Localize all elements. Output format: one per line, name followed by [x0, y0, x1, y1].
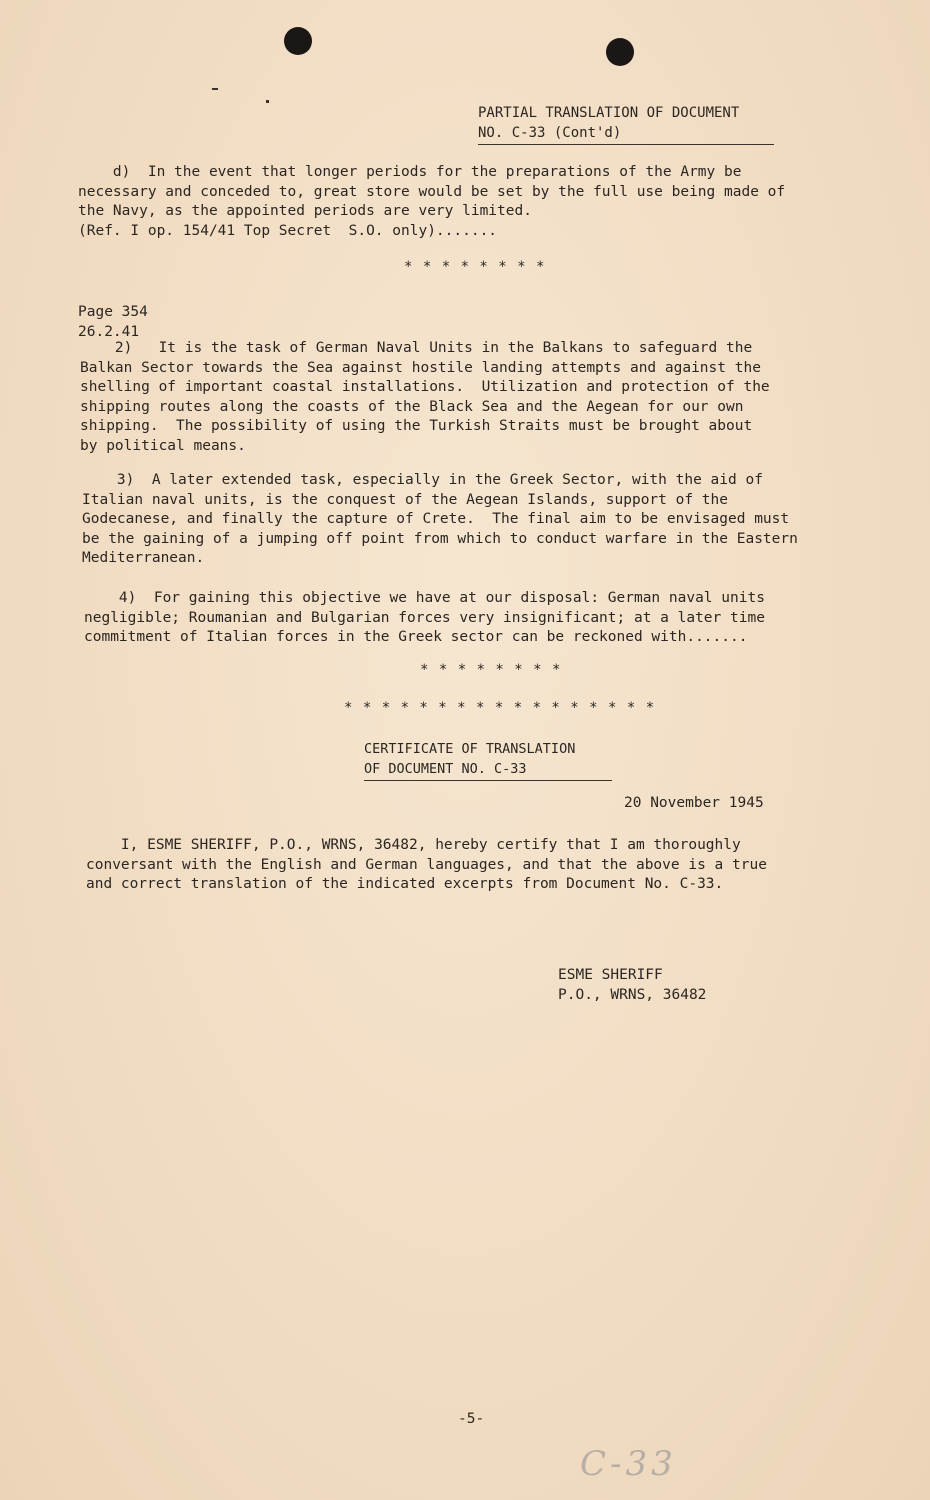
separator-stars: * * * * * * * * [420, 662, 562, 678]
page-number: -5- [458, 1411, 485, 1427]
certificate-date: 20 November 1945 [624, 795, 764, 811]
handwritten-reference: C-33 [580, 1444, 677, 1484]
text-line: Mediterranean. [82, 550, 205, 566]
text-line: conversant with the English and German languages, and that the above is a true [86, 856, 767, 873]
text-line: by political means. [80, 437, 246, 454]
text-line: shipping routes along the coasts of the Black Sea and the Aegean for our own [80, 398, 744, 415]
paragraph-2 [80, 339, 770, 456]
separator-stars: * * * * * * * * [404, 259, 546, 275]
certificate-title: CERTIFICATE OF TRANSLATION [364, 741, 576, 757]
signature-name: ESME SHERIFF [558, 967, 663, 983]
text-line: Italian naval units, is the conquest of the Aegean Islands, support of the [82, 491, 729, 508]
text-line: shelling of important coastal installations. Utilization and protection of the [80, 379, 770, 395]
text-line: Godecanese, and finally the capture of Crete. The final aim to be envisaged must [82, 511, 790, 527]
text-line: and correct translation of the indicated excerpts from Document No. C-33. [86, 876, 724, 892]
page-number-ref: Page 354 [78, 304, 148, 320]
text-line: the Navy, as the appointed periods are very limited. [78, 203, 532, 219]
ink-speck [212, 88, 218, 90]
header-title: PARTIAL TRANSLATION OF DOCUMENT [478, 105, 740, 121]
separator-stars-long: * * * * * * * * * * * * * * * * * [344, 700, 656, 716]
text-line: shipping. The possibility of using the Turkish Straits must be brought about [80, 418, 753, 434]
ink-speck [266, 100, 269, 103]
text-line: Balkan Sector towards the Sea against hostile landing attempts and against the [80, 359, 761, 376]
text-line: 2) It is the task of German Naval Units in the Balkans to safeguard the [80, 340, 753, 356]
text-line: 3) A later extended task, especially in the Greek Sector, with the aid of [82, 472, 763, 488]
paragraph-4 [84, 589, 765, 648]
page-reference [78, 303, 148, 342]
punch-hole-right [606, 38, 634, 66]
punch-hole-left [284, 27, 312, 55]
certificate-subtitle: OF DOCUMENT NO. C-33 [364, 760, 612, 781]
text-line: d) In the event that longer periods for the preparations of the Army be [78, 164, 742, 180]
header-document-number: NO. C-33 (Cont'd) [478, 124, 774, 145]
text-line: 4) For gaining this objective we have at our disposal: German naval units [84, 590, 765, 606]
text-line: be the gaining of a jumping off point from which to conduct warfare in the Eastern [82, 530, 798, 547]
text-line: negligible; Roumanian and Bulgarian forces very insignificant; at a later time [84, 609, 765, 626]
signature-rank: P.O., WRNS, 36482 [558, 987, 707, 1003]
text-line: I, ESME SHERIFF, P.O., WRNS, 36482, hereby certify that I am thoroughly [86, 837, 741, 853]
paragraph-d [78, 163, 785, 241]
text-line: commitment of Italian forces in the Greek sector can be reckoned with....... [84, 629, 748, 645]
certificate-statement [86, 836, 767, 895]
page-date-ref: 26.2.41 [78, 323, 140, 340]
text-line: necessary and conceded to, great store would be set by the full use being made of [78, 183, 786, 200]
text-line: (Ref. I op. 154/41 Top Secret S.O. only)....... [78, 222, 498, 239]
paragraph-3 [82, 471, 798, 569]
